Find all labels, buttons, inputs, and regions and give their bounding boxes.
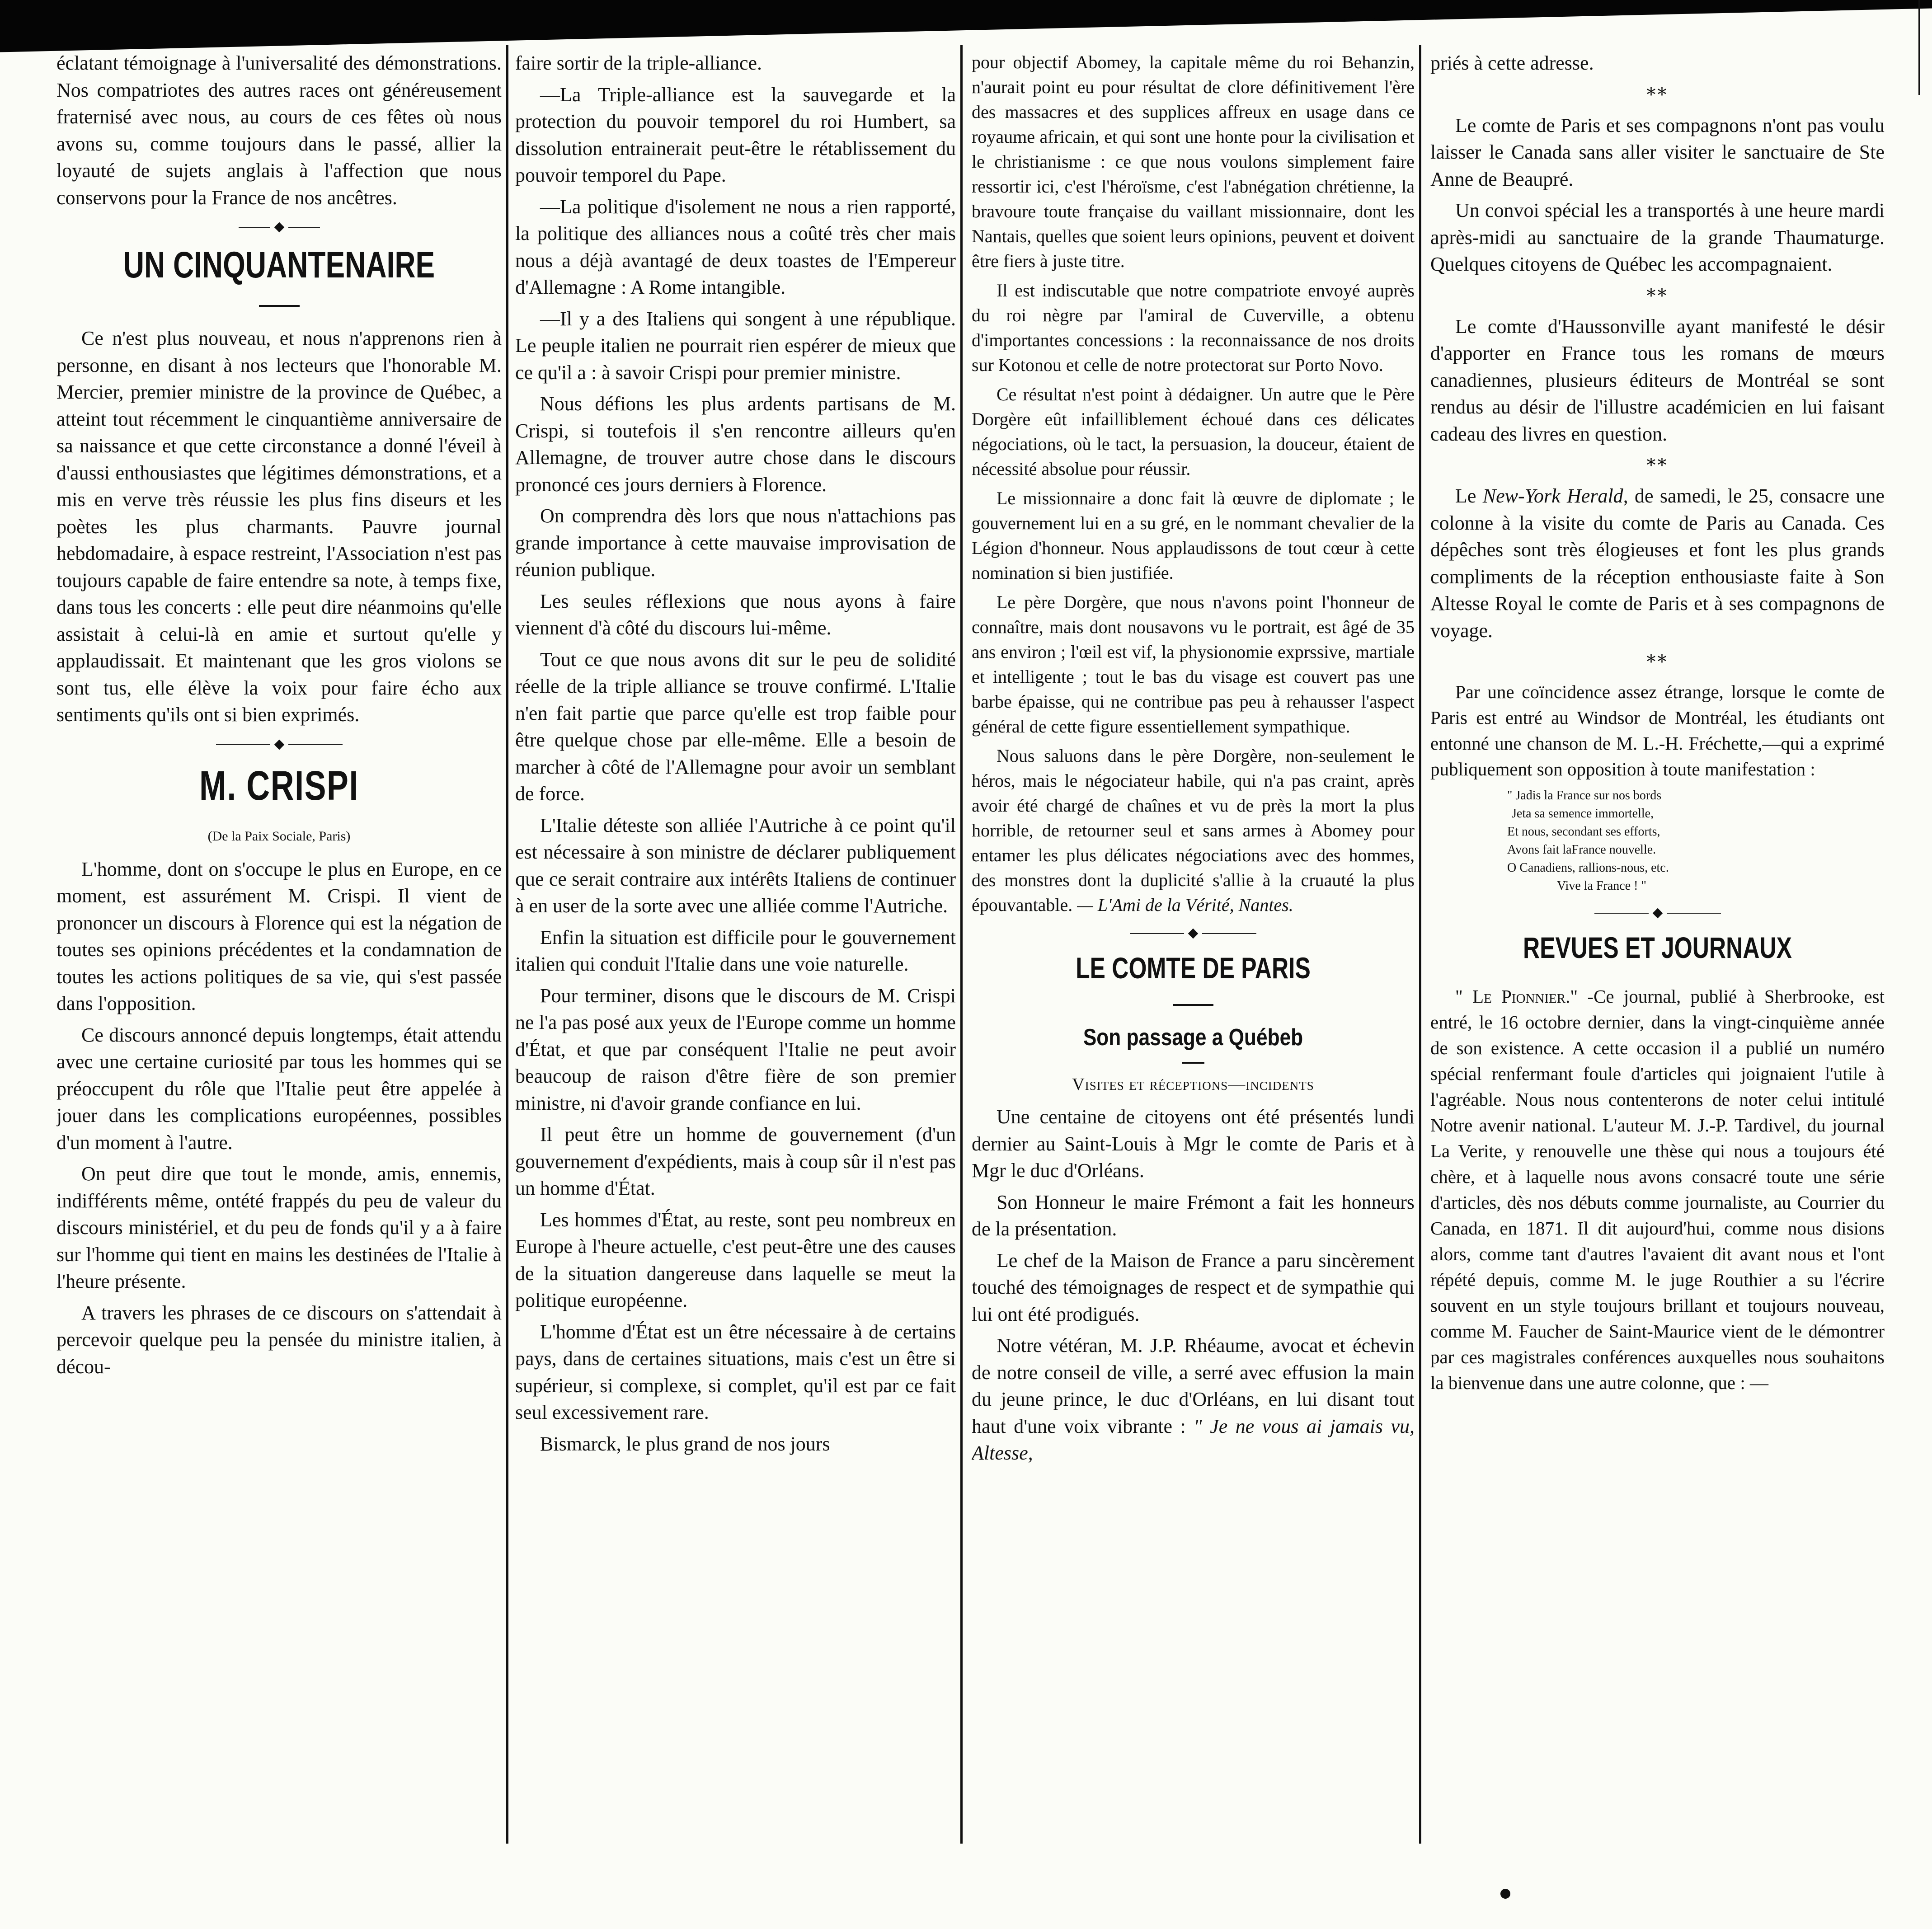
column-rule bbox=[506, 45, 508, 1844]
article-paragraph bbox=[1430, 984, 1885, 1396]
article-paragraph: Nous défions les plus ardents partisans de M. Crispi, si toutefois il s'en rencontre ailleurs qu'en Allemagne, de trouver autre chose dans le discours prononcé ces jours derniers à Florence. bbox=[515, 393, 956, 496]
column-3 bbox=[972, 50, 1415, 1839]
article-source: — L'Ami de la Vérité, Nantes. bbox=[1077, 895, 1293, 915]
article-heading: REVUES ET JOURNAUX bbox=[1523, 931, 1792, 964]
ornament-divider bbox=[56, 740, 502, 749]
paragraph-text: Nous saluons dans le père Dorgère, non-seulement le héros, mais le négociateur habile, qui n'a pas craint, après avoir été chargé de chaînes et vu de près la mort la plus horrible, de retourner seul et sans armes à Abomey pour entamer les plus délicates négociations avec des hommes, des monstres dont la duplicité s'allie à la cruauté la plus épouvantable. bbox=[972, 746, 1415, 915]
ornament-divider bbox=[56, 223, 502, 232]
article-paragraph bbox=[972, 743, 1415, 917]
article-heading: LE COMTE DE PARIS bbox=[1076, 951, 1311, 985]
article-paragraph: Il est indiscutable que notre compatriote envoyé auprès du roi nègre par l'amiral de Cuverville, a obtenu d'importantes concessions : la reconnaissance de nos droits sur Kotonou et celle de notre protectorat sur Porto Novo. bbox=[972, 280, 1415, 375]
article-paragraph: On peut dire que tout le monde, amis, ennemis, indifférents même, ontété frappés du peu de valeur du discours ministériel, et du peu de fonds qu'il y a à faire sur l'homme qui tient en mains les destinées de l'Italie à l'heure présente. bbox=[56, 1163, 502, 1292]
article-paragraph: Le père Dorgère, que nous n'avons point l'honneur de connaître, mais dont nousavons vu le portrait, est âgé de 35 ans environ ; l'œil est vif, la physionomie exprssive, martiale et intelligente ; tout le bas du visage est couvert pas une barbe épaisse, qui ne contribue pas peu à rehausser l'aspect général de cette figure essentiellement sympathique. bbox=[972, 592, 1415, 737]
article-paragraph: Enfin la situation est difficile pour le gouvernement italien qui conduit l'Italie dans une voie naturelle. bbox=[515, 926, 956, 975]
article-paragraph: pour objectif Abomey, la capitale même du roi Behanzin, n'aurait point eu pour résultat de clore définitivement l'ère des massacres et des supplices affreux en usage dans ce royaume africain, et qui sont une honte pour la civilisation et le christianisme : ce que nous voulons simplement faire ressortir ici, c'est l'héroïsme, c'est l'abnégation chrétienne, la bravoure toute française du vaillant missionnaire, dont les Nantais, quelles que soient leurs opinions, peuvent et doivent être fiers à juste titre. bbox=[972, 52, 1415, 271]
ornament-divider bbox=[1430, 909, 1885, 918]
article-paragraph: Ce n'est plus nouveau, et nous n'apprenons rien à personne, en disant à nos lecteurs que l'honorable M. Mercier, premier ministre de la province de Québec, a atteint tout récemment le cinquantième anniversaire de sa naissance et que cette circonstance a donné l'éveil à d'aussi enthousiastes que légitimes démonstrations, et a mis en verve très réussie les plus fins diseurs et les poètes les plus charmants. Pauvre journal hebdomadaire, à espace restreint, l'Association n'est pas toujours capable de faire entendre sa note, à temps fixe, dans tous les concerts : elle peut dire néanmoins qu'elle assistait à celui-là en amie et surtout qu'elle y applaudissait. Et maintenant que les gros violons se sont tus, elle élève la voix pour faire écho aux sentiments qu'ils ont si bien exprimés. bbox=[56, 327, 502, 726]
article-paragraph: Le comte d'Haussonville ayant manifesté le désir d'apporter en France tous les romans de mœurs canadiennes, plusieurs éditeurs de Montréal se sont rendus au désir de l'illustre académicien en lui faisant cadeau des livres en question. bbox=[1430, 315, 1885, 445]
article-paragraph: priés à cette adresse. bbox=[1430, 52, 1594, 74]
article-paragraph bbox=[1430, 483, 1885, 644]
article-paragraph: —Il y a des Italiens qui songent à une république. Le peuple italien ne pourrait rien espérer de mieux que ce qu'il a : à savoir Crispi pour premier ministre. bbox=[515, 307, 956, 384]
asterism: ** bbox=[1646, 652, 1669, 672]
newspaper-name: New-York Herald, bbox=[1482, 485, 1628, 507]
article-heading: M. CRISPI bbox=[199, 762, 359, 809]
verse-line: O Canadiens, rallions-nous, etc. bbox=[1507, 861, 1669, 875]
asterism: ** bbox=[1646, 285, 1669, 306]
article-paragraph: L'homme d'État est un être nécessaire à de certains pays, dans de certaines situations, mais c'est un être si supérieur, si complexe, si complet, qu'il est par ce fait seul excessivement rare. bbox=[515, 1320, 956, 1423]
verse-line: Avons fait laFrance nouvelle. bbox=[1507, 843, 1656, 857]
article-subheading: Son passage a Québeb bbox=[1083, 1024, 1303, 1051]
article-paragraph: Pour terminer, disons que le discours de M. Crispi ne l'a pas posé aux yeux de l'Europe comme un homme d'État, et que par conséquent l'Italie ne peut avoir beaucoup de raison d'être fière de son premier ministre, ni d'avoir grande confiance en lui. bbox=[515, 984, 956, 1114]
article-paragraph: A travers les phrases de ce discours on s'attendait à percevoir quelque peu la pensée du ministre italien, à décou- bbox=[56, 1301, 502, 1378]
verse-line: Et nous, secondant ses efforts, bbox=[1507, 825, 1660, 839]
column-1 bbox=[56, 50, 502, 1839]
heading-dash bbox=[1182, 1062, 1204, 1064]
article-paragraph: —La politique d'isolement ne nous a rien rapporté, la politique des alliances nous a coûté très cher mais nous a déjà avantagé de deux toastes de l'Empereur d'Allemagne : A Rome intangible. bbox=[515, 195, 956, 298]
paragraph-text: Le bbox=[1455, 485, 1476, 507]
article-paragraph: L'Italie déteste son alliée l'Autriche à ce point qu'il est nécessaire à son ministre de déclarer publiquement que ce serait contraire aux intérêts Italiens de continuer à en user de la sorte avec une alliée comme l'Autriche. bbox=[515, 814, 956, 917]
verse-line: " Jadis la France sur nos bords bbox=[1507, 788, 1662, 803]
column-rule bbox=[960, 45, 963, 1844]
article-paragraph: Le chef de la Maison de France a paru sincèrement touché des témoignages de respect et de sympathie qui lui ont été prodigués. bbox=[972, 1249, 1415, 1325]
article-paragraph: On comprendra dès lors que nous n'attachions pas grande importance à cette mauvaise improvisation de réunion publique. bbox=[515, 505, 956, 581]
column-rule bbox=[1419, 45, 1421, 1844]
article-paragraph: Bismarck, le plus grand de nos jours bbox=[540, 1432, 830, 1455]
quote-text: " Je ne vous ai jamais vu, Altesse, bbox=[972, 1415, 1415, 1464]
article-paragraph: Le comte de Paris et ses compagnons n'ont pas voulu laisser le Canada sans aller visiter le sanctuaire de Ste Anne de Beaupré. bbox=[1430, 114, 1885, 190]
song-verse bbox=[1507, 787, 1885, 895]
article-paragraph: Par une coïncidence assez étrange, lorsque le comte de Paris est entré au Windsor de Montréal, les étudiants ont entonné une chanson de M. L.-H. Fréchette,—qui a exprimé publiquement son opposition à toute manifestation : bbox=[1430, 681, 1885, 779]
article-paragraph: Son Honneur le maire Frémont a fait les honneurs de la présentation. bbox=[972, 1191, 1415, 1240]
article-paragraph: Les seules réflexions que nous ayons à faire viennent d'à côté du discours lui-même. bbox=[515, 590, 956, 639]
verse-line: Vive la France ! " bbox=[1557, 879, 1646, 893]
article-source: (De la Paix Sociale, Paris) bbox=[207, 828, 351, 844]
heading-dash bbox=[1173, 1004, 1213, 1006]
article-paragraph: faire sortir de la triple-alliance. bbox=[515, 52, 762, 74]
column-rule bbox=[1918, 0, 1920, 95]
heading-dash bbox=[259, 305, 300, 307]
article-paragraph: L'homme, dont on s'occupe le plus en Europe, en ce moment, est assurément M. Crispi. Il vient de prononcer un discours à Florence qui est la négation de toutes ses opinions précédentes et la condamnation de toutes les actions politiques de sa vie, qui s'est passée dans l'opposition. bbox=[56, 858, 502, 1014]
paragraph-text: Notre vétéran, M. J.P. Rhéaume, avocat et échevin de notre conseil de ville, a serré avec effusion la main du jeune prince, le duc d'Orléans, en lui disant tout haut d'une voix vibrante : bbox=[972, 1334, 1415, 1437]
paragraph-text: -Ce journal, publié à Sherbrooke, est entré, le 16 octobre dernier, dans la vingt-cinquième année de son existence. A cette occasion il a publié un numéro spécial renfermant foule d'articles qui joignaient l'utile à l'agréable. Nous nous contenterons de noter celui intitulé Notre avenir national. L'auteur M. J.-P. Tardivel, du journal La Verite, y renouvelle une thèse qui nous a toujours été chère, et à laquelle nous avons consacré toute une série d'articles, dès nos débuts comme journaliste, au Courrier du Canada, en 1871. Il dit aujourd'hui, comme nous disions alors, comme tant d'autres l'avaient dit avant nous et l'ont répété depuis, comme M. le juge Routhier a su l'écrire souvent en un style toujours brillant et toujours nouveau, comme M. Faucher de Saint-Maurice vient de le démontrer par ces magistrales conférences auxquelles nous souhaitons la bienvenue dans une autre colonne, que : — bbox=[1430, 986, 1885, 1393]
verse-line: Jeta sa semence immortelle, bbox=[1512, 807, 1654, 821]
article-paragraph: —La Triple-alliance est la sauvegarde et la protection du pouvoir temporel du roi Humbert, sa dissolution entrainerait peut-être le rétablissement du pouvoir temporel du Pape. bbox=[515, 83, 956, 186]
article-paragraph: Il peut être un homme de gouvernement (d'un gouvernement d'expédients, mais à coup sûr il n'est pas un homme d'État. bbox=[515, 1123, 956, 1199]
article-paragraph: Tout ce que nous avons dit sur le peu de solidité réelle de la triple alliance se trouve confirmé. L'Italie n'en fait partie que parce qu'elle est trop faible pour être quelque chose par elle-même. Elle a besoin de marcher à côté de l'Allemagne pour avoir un semblant de force. bbox=[515, 648, 956, 805]
asterism: ** bbox=[1646, 84, 1669, 105]
article-paragraph: Ce discours annoncé depuis longtemps, était attendu avec une certaine curiosité par tous les hommes qui se préoccupent du rôle que l'Italie peut être appelée à jouer dans les complications européennes, possibles d'un moment à l'autre. bbox=[56, 1023, 502, 1154]
article-heading: UN CINQUANTENAIRE bbox=[123, 244, 435, 286]
column-4 bbox=[1430, 50, 1885, 1839]
article-paragraph: Le missionnaire a donc fait là œuvre de diplomate ; le gouvernement lui en a su gré, en le nommant chevalier de la Légion d'honneur. Nous applaudissons de tout cœur à cette nomination si bien justifiée. bbox=[972, 488, 1415, 583]
paragraph-text: de samedi, le 25, consacre une colonne à la visite du comte de Paris au Canada. Ces dépêches sont très élogieuses et font les plus grands compliments de la réception enthousiaste faite à Son Altesse Royal le comte de Paris et à ses compagnons de voyage. bbox=[1430, 485, 1885, 642]
ornament-divider bbox=[972, 929, 1415, 938]
article-subheading-caps: Visites et réceptions—incidents bbox=[1072, 1075, 1314, 1094]
article-paragraph: Un convoi spécial les a transportés à une heure mardi après-midi au sanctuaire de la grande Thaumaturge. Quelques citoyens de Québec les accompagnaient. bbox=[1430, 199, 1885, 275]
article-paragraph: Une centaine de citoyens ont été présentés lundi dernier au Saint-Louis à Mgr le comte de Paris et à Mgr le duc d'Orléans. bbox=[972, 1106, 1415, 1182]
column-2 bbox=[515, 50, 956, 1839]
article-paragraph: Ce résultat n'est point à dédaigner. Un autre que le Père Dorgère eût infailliblement échoué dans ces délicates négociations, où le tact, la persuasion, la douceur, étaient de nécessité absolue pour réussir. bbox=[972, 384, 1415, 479]
asterism: ** bbox=[1646, 455, 1669, 476]
article-paragraph bbox=[972, 1332, 1415, 1467]
review-lead: " Le Pionnier." bbox=[1455, 986, 1578, 1007]
article-paragraph: Les hommes d'État, au reste, sont peu nombreux en Europe à l'heure actuelle, c'est peut-être une des causes de la situation dangereuse dans laquelle se meut la politique européenne. bbox=[515, 1208, 956, 1311]
ink-spot bbox=[1500, 1889, 1510, 1899]
article-paragraph: éclatant témoignage à l'universalité des démonstrations. Nos compatriotes des autres races ont généreusement fraternisé avec nous, au cours de ces fêtes où nous avons su, comme toujours dans le passé, allier la loyauté de sujets anglais à l'affection que nous conservons pour la France de nos ancêtres. bbox=[56, 52, 502, 209]
